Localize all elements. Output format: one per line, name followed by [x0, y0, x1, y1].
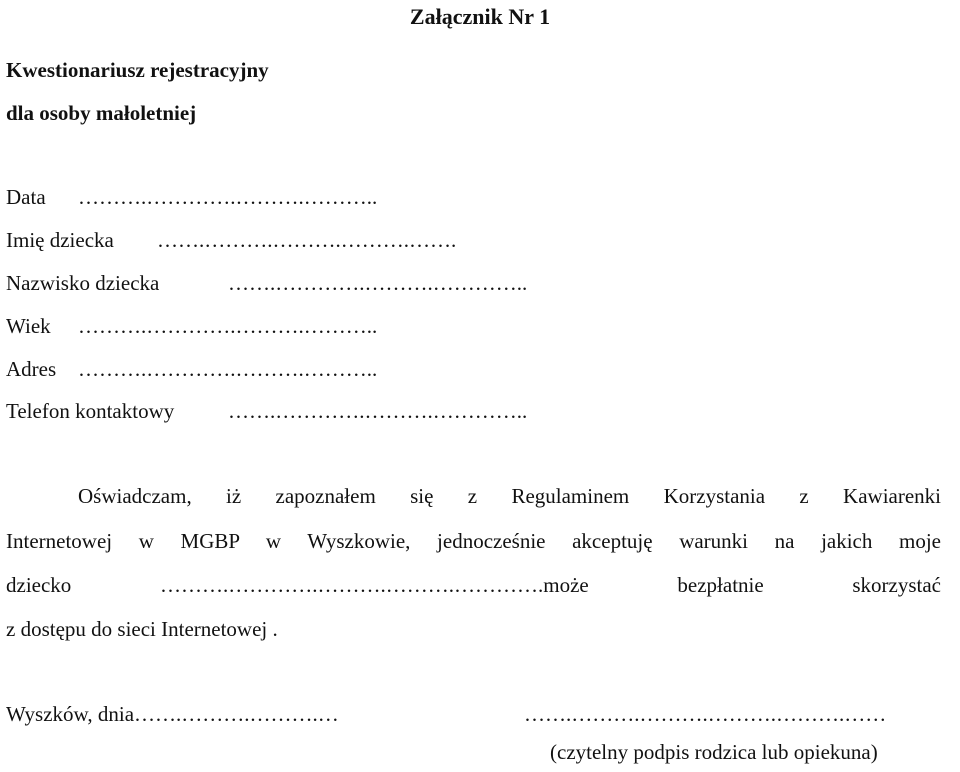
place-date-dots: …….……….……….…: [134, 702, 339, 726]
place-date-line: [6, 702, 339, 727]
field-dots-date: ……….………….……….………..: [78, 185, 378, 209]
field-dots-address: ……….………….……….………..: [78, 357, 378, 381]
form-title-line2: dla osoby małoletniej: [6, 101, 197, 125]
field-dots-child-name: …….……….……….……….…….: [157, 228, 457, 252]
statement-line-1: Oświadczam, iż zapoznałem się z Regulaminem Korzystania z Kawiarenki: [78, 484, 941, 508]
field-dots-age: ……….………….……….………..: [78, 314, 378, 338]
statement-child-word: dziecko: [6, 573, 72, 597]
place-date-label: Wyszków, dnia: [6, 702, 135, 726]
field-dots-phone: …….………….……….…………..: [228, 399, 528, 423]
statement-line-2: Internetowej w MGBP w Wyszkowie, jednocześnie akceptuję warunki na jakich moje: [6, 529, 941, 553]
field-label-phone: Telefon kontaktowy: [6, 399, 175, 423]
signature-dots: …….……….……….……….……….……: [524, 702, 887, 726]
field-dots-child-surname: …….………….……….…………..: [228, 271, 528, 295]
field-label-address: Adres: [6, 357, 57, 381]
field-label-age: Wiek: [6, 314, 51, 338]
statement-consent-text: może bezpłatnie skorzystać: [543, 573, 941, 597]
signature-caption: (czytelny podpis rodzica lub opiekuna): [550, 740, 878, 764]
field-label-child-name: Imię dziecka: [6, 228, 114, 252]
statement-line-3: [6, 573, 941, 598]
annex-number: Załącznik Nr 1: [409, 4, 551, 29]
statement-child-dots: ……….………….……….……….………….: [159, 573, 544, 597]
field-label-child-surname: Nazwisko dziecka: [6, 271, 160, 295]
form-title-line1: Kwestionariusz rejestracyjny: [6, 58, 269, 82]
statement-line-4: z dostępu do sieci Internetowej .: [6, 617, 278, 641]
field-label-date: Data: [6, 185, 46, 209]
